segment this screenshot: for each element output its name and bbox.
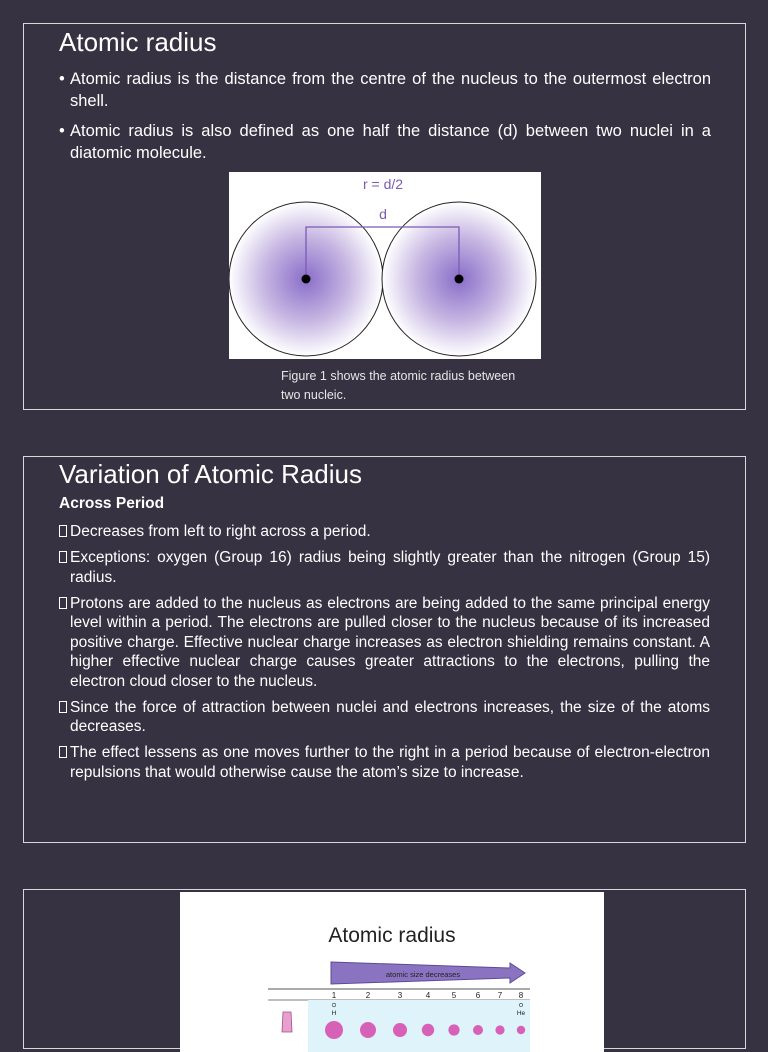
bullet-item <box>59 522 710 542</box>
bullet-box-icon <box>59 525 67 537</box>
subheading: Across Period <box>59 495 165 512</box>
bullet-text: Decreases from left to right across a period. <box>70 523 371 540</box>
bullet-dot-icon: • <box>59 122 65 140</box>
figure-caption: Figure 1 shows the atomic radius between two nucleic. <box>281 369 516 402</box>
bullet-item <box>59 120 711 164</box>
bullet-list <box>59 68 711 172</box>
group-label: 8 <box>518 991 524 1000</box>
atomic-radius-figure <box>180 892 604 1052</box>
bullet-item <box>59 698 710 737</box>
bullet-text: Since the force of attraction between nuclei and electrons increases, the size of the atoms decreases. <box>70 698 710 735</box>
distance-label: d <box>379 206 387 222</box>
right-nucleus <box>455 275 464 284</box>
group-label: 7 <box>497 991 503 1000</box>
bullet-text: Atomic radius is also defined as one half the distance (d) between two nuclei in a diatomic molecule. <box>70 122 711 162</box>
bullet-item <box>59 68 711 112</box>
atom-sphere <box>422 1024 434 1036</box>
group-label: 6 <box>475 991 481 1000</box>
diatomic-diagram <box>229 172 541 359</box>
group-label: 1 <box>331 991 337 1000</box>
slide-variation-atomic-radius <box>23 456 746 843</box>
arrow-label: atomic size decreases <box>385 970 461 979</box>
bullet-item <box>59 743 710 782</box>
bullet-text: Atomic radius is the distance from the centre of the nucleus to the outermost electron shell. <box>70 70 711 110</box>
formula-label: r = d/2 <box>362 176 404 192</box>
bullet-box-icon <box>59 746 67 758</box>
bullet-text: The effect lessens as one moves further to the right in a period because of electron-electron repulsions that would otherwise cause the atom’s size to increase. <box>70 744 710 781</box>
atom-sphere <box>448 1024 459 1035</box>
radius-bar-icon <box>282 1012 292 1032</box>
slide-atomic-radius-chart <box>23 889 746 1049</box>
diatomic-molecule-figure <box>229 172 541 359</box>
bullet-box-icon <box>59 701 67 713</box>
atom-sphere <box>393 1023 407 1037</box>
bullet-item <box>59 594 710 692</box>
slide-title: Atomic radius <box>59 27 217 57</box>
group-label: 5 <box>451 991 457 1000</box>
bullet-text: Protons are added to the nucleus as electrons are being added to the same principal energy level within a period. The electrons are pulled closer to the nucleus because of its increased positive charge. Effective nuclear charge increases as electron shielding remains constant. A higher effective nuclear charge causes greater attractions to the electrons, pulling the electron cloud closer to the nucleus. <box>70 594 710 690</box>
slide-atomic-radius <box>23 23 746 410</box>
atom-sphere <box>495 1025 504 1034</box>
element-symbol: H <box>331 1010 337 1017</box>
bullet-box-icon <box>59 597 67 609</box>
group-label: 4 <box>425 991 431 1000</box>
slide-title: Variation of Atomic Radius <box>59 459 362 489</box>
atom-sphere <box>517 1026 525 1034</box>
periodic-trend-diagram <box>180 892 604 1052</box>
bullet-text: Exceptions: oxygen (Group 16) radius being slightly greater than the nitrogen (Group 15) radius. <box>70 549 710 586</box>
bullet-dot-icon: • <box>59 70 65 88</box>
figure-title: Atomic radius <box>328 924 456 947</box>
group-label: 2 <box>365 991 371 1000</box>
bullet-box-icon <box>59 551 67 563</box>
bullet-list <box>59 522 710 789</box>
atom-sphere <box>473 1025 483 1035</box>
atom-sphere <box>360 1022 376 1038</box>
group-label: 3 <box>397 991 403 1000</box>
left-nucleus <box>302 275 311 284</box>
element-symbol: He <box>516 1010 526 1017</box>
bullet-item <box>59 548 710 587</box>
